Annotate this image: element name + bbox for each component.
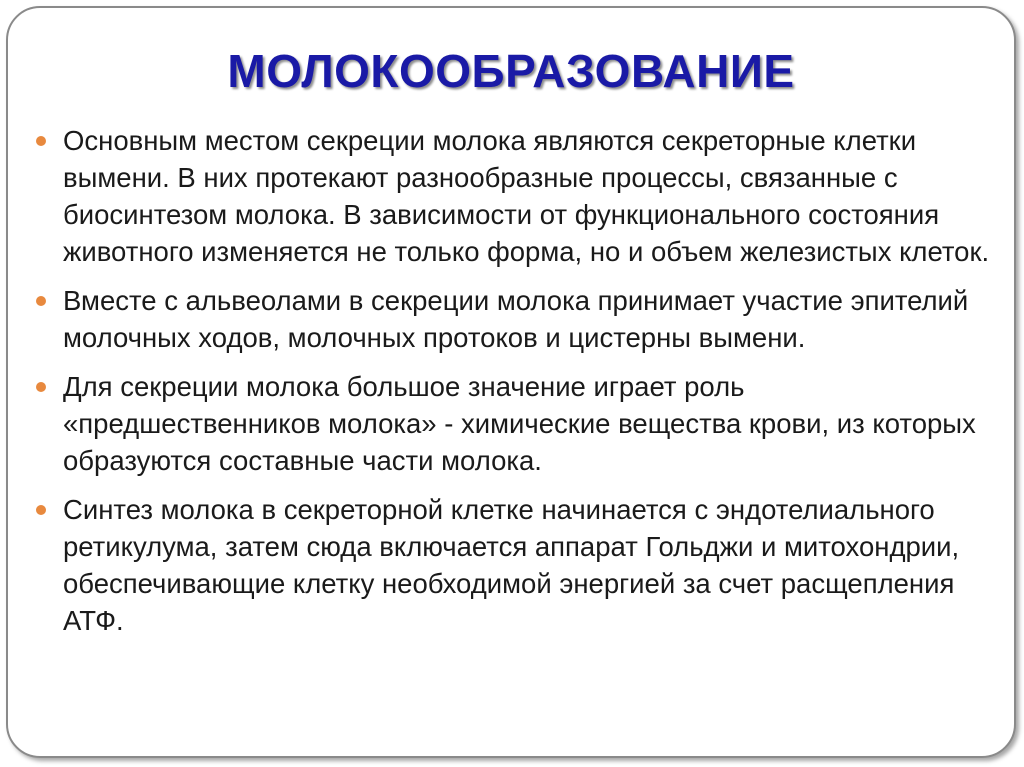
bullet-dot-icon: [36, 136, 46, 146]
bullet-item: [36, 122, 1001, 270]
bullet-dot-icon: [36, 382, 46, 392]
slide-frame: [6, 6, 1016, 758]
bullet-dot-icon: [36, 296, 46, 306]
slide-title: МОЛОКООБРАЗОВАНИЕ: [227, 45, 795, 97]
bullet-item: [36, 491, 1001, 639]
bullet-item: [36, 282, 1001, 356]
bullet-text: Для секреции молока большое значение играет роль «предшественников молока» - химические вещества крови, из которых образуются составные части молока.: [63, 371, 976, 476]
bullet-text: Основным местом секреции молока являются секреторные клетки вымени. В них протекают разнообразные процессы, связанные с биосинтезом молока. В зависимости от функционального состояния животного изменяется не только форма, но и объем железистых клеток.: [63, 125, 990, 267]
bullet-dot-icon: [36, 505, 46, 515]
bullet-list: [36, 122, 1001, 651]
bullet-text: Синтез молока в секреторной клетке начинается с эндотелиального ретикулума, затем сюда включается аппарат Гольджи и митохондрии, обеспечивающие клетку необходимой энергией за счет расщепления АТФ.: [63, 494, 960, 636]
bullet-text: Вместе с альвеолами в секреции молока принимает участие эпителий молочных ходов, молочных протоков и цистерны вымени.: [63, 285, 969, 353]
bullet-item: [36, 368, 1001, 479]
